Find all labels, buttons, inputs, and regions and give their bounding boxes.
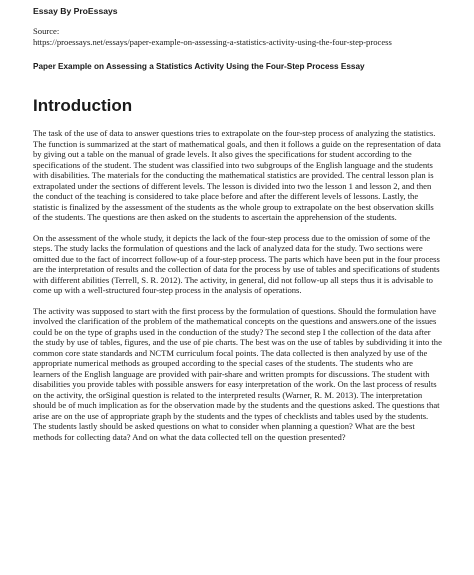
paragraph-3: The activity was supposed to start with the first process by the formulation of questions. Should the formulation have involved the clarification of the problem of the mathematical concepts on the questions and answers.one of the issues could be on the type of graphs used in the conduction of the study? The second step I the collection of the data after the study by use of tables, figures, and the use of pie charts. The best was on the use of tables by subdividing it into the common core state standards and NCTM curriculum focal points. The data collected is then analyzed by use of the appropriate numerical methods as grouped according to the special cases of the students. The students who are learners of the English language are provided with pair-share and written prompts for discussions. The student with disabilities you provide tables with possible answers for easy interpretation of the work. On the last process of results on the activity, the orSiginal question is related to the interpreted results (Warner, R. M. 2013). The interpretation should be of much implication as for the observation made by the students and the questions asked. The questions that arise are on the use of appropriate graph by the students and the types of checklists and tables used by the students. The students lastly should be asked questions on what to consider when planning a question? What are the best methods for collecting data? And on what the data collected tell on the question presented?: [33, 305, 442, 442]
source-label: Source:: [33, 26, 60, 36]
paragraph-1: The task of the use of data to answer questions tries to extrapolate on the four-step process of analyzing the statistics. The function is summarized at the start of mathematical goals, and then it follows a guide on the representation of data by giving out a table on the manual of grade levels. It also gives the specifications for student according to the specifications of the student. The student was classified into two subgroups of the English language and the students with disabilities. The materials for the conducting the mathematical statistics are provided. The central lesson plan is extrapolated under the sections of different levels. The lesson is divided into two the lesson 1 and lesson 2, and then the conduct of the teaching is considered to take place before and after the different levels of lessons. Lastly, the statistic is finalized by the assessment of the students as the whole group to extrapolate on the best observation skills of the students. The questions are then asked on the students to ascertain the apprehension of the students.: [33, 128, 441, 222]
document-title: Paper Example on Assessing a Statistics Activity Using the Four-Step Process Essay: [33, 62, 365, 71]
paragraph-2: On the assessment of the whole study, it depicts the lack of the four-step process due to the omission of some of the steps. The study lacks the formulation of questions and the lack of analyzed data for the study. Two sections were omitted due to the fact of incorrect follow-up of a four-step process. The parts which have been put in the four process are the interpretation of results and the collection of data for the process by use of tables and specifications of students with different abilities (Terrell, S. R. 2012). The activity, in general, did not follow-up all steps thus it is advisable to come up with a well-structured four-step process in the analysis of operations.: [33, 232, 440, 295]
brand-label: Essay By ProEssays: [33, 6, 118, 16]
section-heading: Introduction: [33, 96, 133, 115]
source-url: https://proessays.net/essays/paper-example-on-assessing-a-statistics-activity-using-the-four-step-process: [33, 36, 392, 47]
